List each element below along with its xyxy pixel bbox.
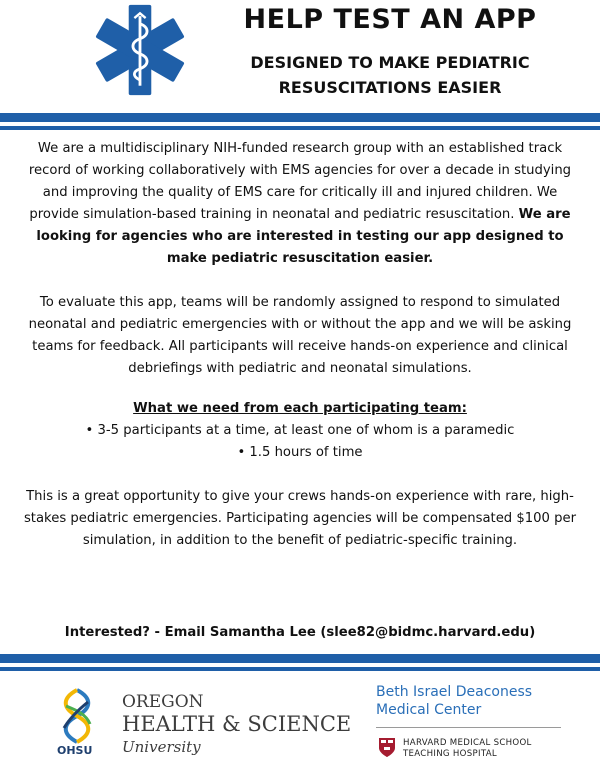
- hms-line: HARVARD MEDICAL SCHOOL: [403, 738, 532, 748]
- bidmc-divider: [376, 727, 561, 728]
- ohsu-abbreviation: OHSU: [57, 744, 93, 757]
- subtitle-line: DESIGNED TO MAKE PEDIATRIC: [250, 53, 530, 72]
- evaluation-paragraph: To evaluate this app, teams will be randomly assigned to respond to simulated neonatal and pediatric emergencies with or without the app and we will be asking teams for feedback. All participants will receive hands-on experience and clinical debriefings with pediatric and neonatal simulations.: [28, 295, 572, 376]
- star-of-life-icon: [93, 3, 187, 97]
- body-content: [22, 138, 578, 552]
- need-item: • 3-5 participants at a time, at least one of whom is a paramedic: [85, 423, 515, 438]
- intro-paragraph: [22, 138, 578, 270]
- page-subtitle: [190, 50, 590, 100]
- needs-heading: What we need from each participating team:: [133, 401, 467, 416]
- ohsu-name-line: HEALTH & SCIENCE: [122, 712, 352, 736]
- opportunity-paragraph: This is a great opportunity to give your crews hands-on experience with rare, high-stakes pediatric emergencies. Participating agencies will be compensated $100 per simulation, in addition to the benefit of pediatric-specific training.: [23, 489, 577, 548]
- ohsu-logo: [52, 688, 362, 760]
- bidmc-name-line: Medical Center: [376, 702, 482, 718]
- harvard-shield-icon: [379, 738, 395, 757]
- bidmc-logo: [376, 683, 576, 763]
- contact-call-to-action: Interested? - Email Samantha Lee (slee82@bidmc.harvard.edu): [64, 625, 536, 640]
- intro-text: We are a multidisciplinary NIH-funded research group with an established track record of working collaboratively with EMS agencies for over a decade in studying and improving the quality of EMS care for critically ill and injured children. We provide simulation-based training in neonatal and pediatric resuscitation.: [28, 141, 572, 222]
- bottom-divider: [0, 654, 600, 671]
- hms-line: TEACHING HOSPITAL: [403, 749, 497, 759]
- ohsu-name-line: OREGON: [122, 692, 204, 712]
- intro-bold-text: We are looking for agencies who are interested in testing our app designed to make pediatric resuscitation easier.: [36, 207, 571, 266]
- ohsu-name-line: University: [122, 738, 201, 756]
- header: [0, 0, 600, 118]
- bidmc-name-line: Beth Israel Deaconess: [376, 684, 533, 700]
- page-title: HELP TEST AN APP: [243, 4, 537, 35]
- subtitle-line: RESUSCITATIONS EASIER: [278, 78, 502, 97]
- need-item: • 1.5 hours of time: [237, 445, 363, 460]
- harvard-teaching-text: [403, 738, 532, 760]
- top-divider: [0, 113, 600, 130]
